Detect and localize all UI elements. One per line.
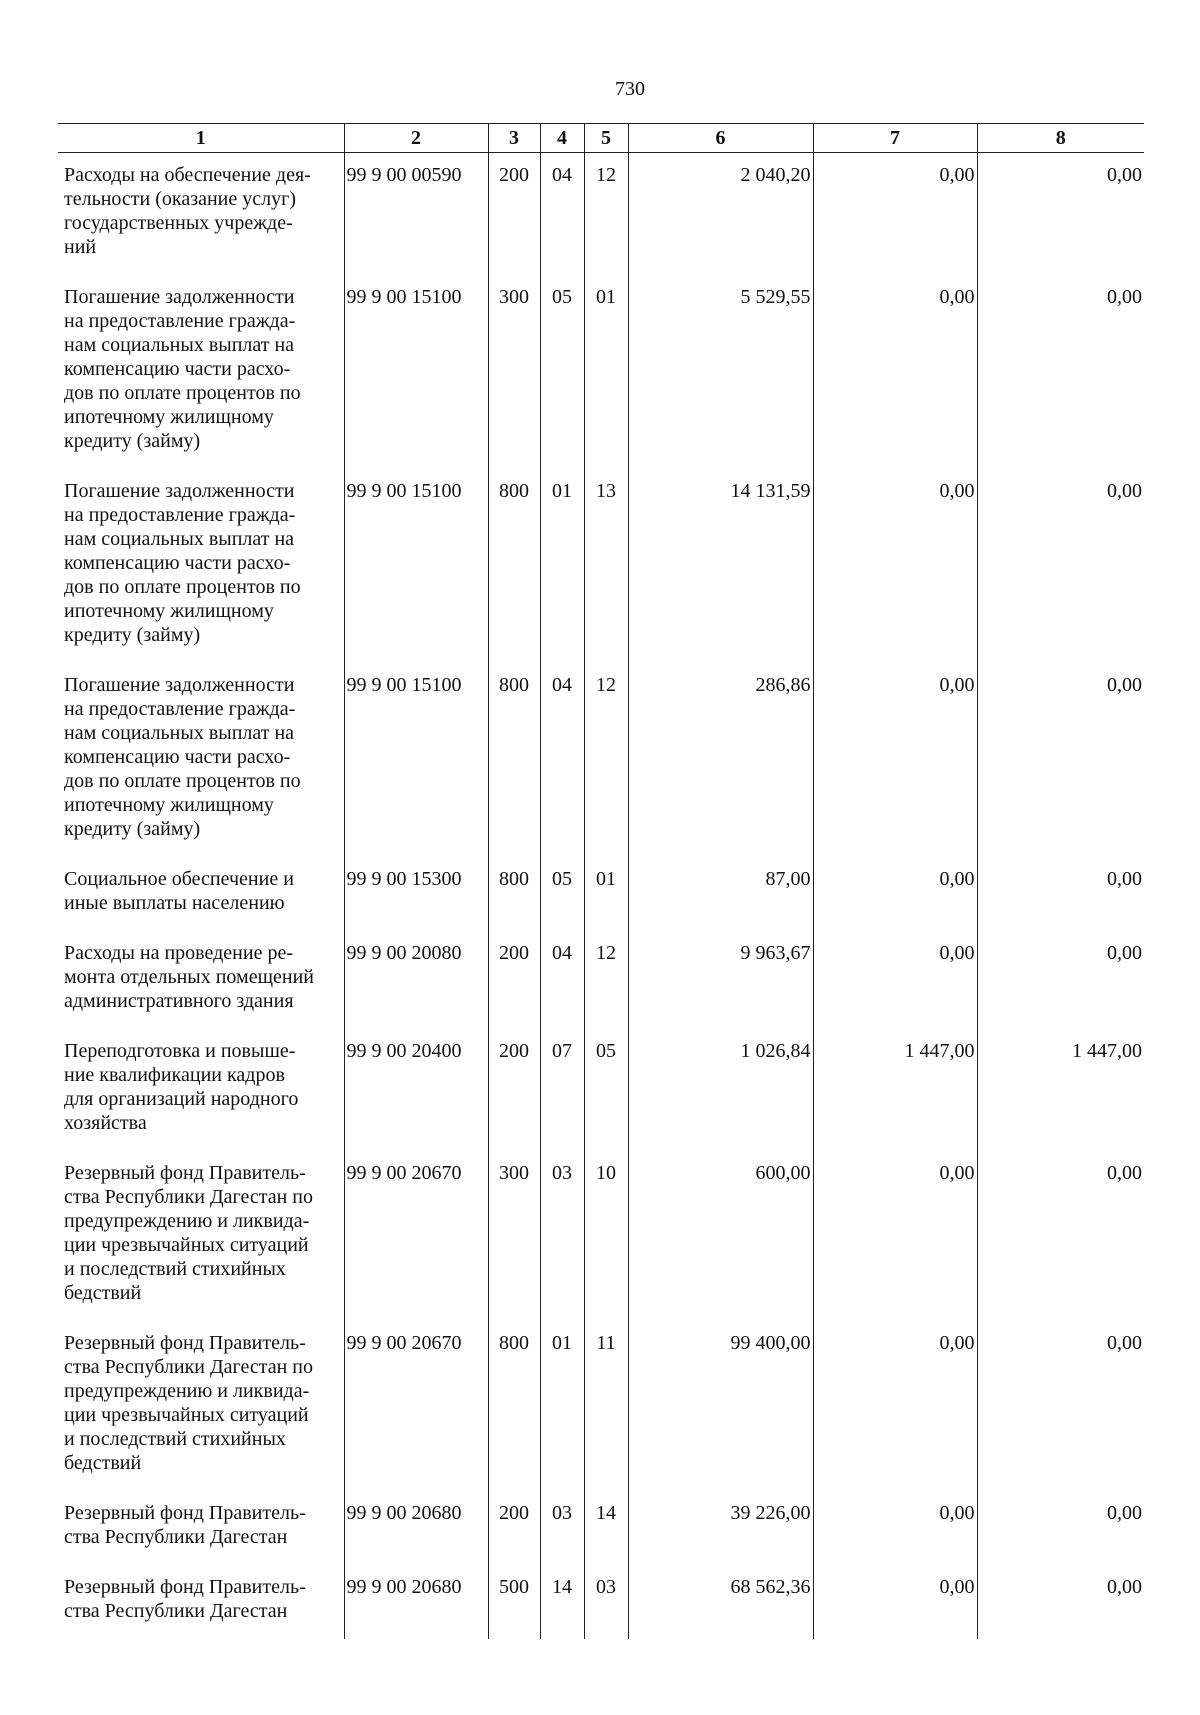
row-description: Социальное обеспечение и иные выплаты населению bbox=[64, 868, 294, 914]
table-row bbox=[58, 1321, 1144, 1491]
row-col3: 500 bbox=[488, 1565, 540, 1639]
row-col3: 200 bbox=[488, 931, 540, 1029]
row-code: 99 9 00 15100 bbox=[344, 275, 488, 469]
row-col6: 99 400,00 bbox=[628, 1321, 813, 1491]
row-col4: 05 bbox=[540, 857, 584, 931]
row-col4: 04 bbox=[540, 663, 584, 857]
row-col8: 0,00 bbox=[977, 1491, 1144, 1565]
page-number: 730 bbox=[615, 78, 645, 100]
table-row bbox=[58, 857, 1144, 931]
table-row bbox=[58, 663, 1144, 857]
row-col6: 600,00 bbox=[628, 1151, 813, 1321]
row-col4: 07 bbox=[540, 1029, 584, 1151]
row-col6: 1 026,84 bbox=[628, 1029, 813, 1151]
row-col8: 0,00 bbox=[977, 469, 1144, 663]
row-code: 99 9 00 20670 bbox=[344, 1151, 488, 1321]
row-description: Резервный фонд Правитель- ства Республики Дагестан по предупреждению и ликвида- ции чрезвычайных ситуаций и последствий стихийных бедствий bbox=[64, 1162, 313, 1304]
row-code: 99 9 00 20400 bbox=[344, 1029, 488, 1151]
row-code: 99 9 00 15300 bbox=[344, 857, 488, 931]
row-code: 99 9 00 20670 bbox=[344, 1321, 488, 1491]
row-col3: 800 bbox=[488, 1321, 540, 1491]
row-col8: 0,00 bbox=[977, 663, 1144, 857]
row-col5: 10 bbox=[584, 1151, 628, 1321]
row-col7: 0,00 bbox=[813, 1321, 977, 1491]
table-row bbox=[58, 153, 1144, 276]
row-col8: 0,00 bbox=[977, 1565, 1144, 1639]
row-col6: 14 131,59 bbox=[628, 469, 813, 663]
row-col6: 2 040,20 bbox=[628, 153, 813, 276]
row-col5: 11 bbox=[584, 1321, 628, 1491]
table-row bbox=[58, 275, 1144, 469]
row-col3: 800 bbox=[488, 663, 540, 857]
row-code: 99 9 00 15100 bbox=[344, 663, 488, 857]
row-col8: 0,00 bbox=[977, 857, 1144, 931]
row-col3: 200 bbox=[488, 1029, 540, 1151]
row-code: 99 9 00 20680 bbox=[344, 1565, 488, 1639]
column-header: 8 bbox=[977, 124, 1144, 153]
row-col6: 5 529,55 bbox=[628, 275, 813, 469]
row-col8: 0,00 bbox=[977, 931, 1144, 1029]
table-row bbox=[58, 1565, 1144, 1639]
row-col7: 0,00 bbox=[813, 153, 977, 276]
row-col8: 0,00 bbox=[977, 1151, 1144, 1321]
row-description: Переподготовка и повыше- ние квалификации кадров для организаций народного хозяйства bbox=[64, 1040, 299, 1134]
row-col6: 87,00 bbox=[628, 857, 813, 931]
row-col5: 05 bbox=[584, 1029, 628, 1151]
row-col4: 05 bbox=[540, 275, 584, 469]
row-code: 99 9 00 15100 bbox=[344, 469, 488, 663]
row-col3: 200 bbox=[488, 1491, 540, 1565]
row-col5: 01 bbox=[584, 857, 628, 931]
column-header: 2 bbox=[344, 124, 488, 153]
row-description: Расходы на обеспечение дея- тельности (оказание услуг) государственных учрежде- ний bbox=[64, 164, 311, 258]
row-col3: 800 bbox=[488, 857, 540, 931]
row-description: Погашение задолженности на предоставление гражда- нам социальных выплат на компенсацию части расхо- дов по оплате процентов по ипотечному жилищному кредиту (займу) bbox=[64, 480, 301, 646]
row-col3: 800 bbox=[488, 469, 540, 663]
table-header-row bbox=[58, 124, 1144, 153]
row-code: 99 9 00 20080 bbox=[344, 931, 488, 1029]
row-col8: 0,00 bbox=[977, 275, 1144, 469]
row-col4: 03 bbox=[540, 1491, 584, 1565]
row-col7: 0,00 bbox=[813, 469, 977, 663]
row-col5: 12 bbox=[584, 153, 628, 276]
row-description: Резервный фонд Правитель- ства Республики Дагестан bbox=[64, 1576, 306, 1622]
row-col4: 01 bbox=[540, 469, 584, 663]
row-col3: 300 bbox=[488, 275, 540, 469]
row-description: Погашение задолженности на предоставление гражда- нам социальных выплат на компенсацию части расхо- дов по оплате процентов по ипотечному жилищному кредиту (займу) bbox=[64, 674, 301, 840]
row-col6: 39 226,00 bbox=[628, 1491, 813, 1565]
row-description: Резервный фонд Правитель- ства Республики Дагестан по предупреждению и ликвида- ции чрезвычайных ситуаций и последствий стихийных бедствий bbox=[64, 1332, 313, 1474]
row-col4: 03 bbox=[540, 1151, 584, 1321]
row-col7: 0,00 bbox=[813, 931, 977, 1029]
column-header: 3 bbox=[488, 124, 540, 153]
row-col5: 14 bbox=[584, 1491, 628, 1565]
row-col7: 0,00 bbox=[813, 1491, 977, 1565]
row-col8: 0,00 bbox=[977, 153, 1144, 276]
row-col7: 1 447,00 bbox=[813, 1029, 977, 1151]
row-col8: 1 447,00 bbox=[977, 1029, 1144, 1151]
row-col6: 68 562,36 bbox=[628, 1565, 813, 1639]
row-col5: 03 bbox=[584, 1565, 628, 1639]
row-col5: 12 bbox=[584, 931, 628, 1029]
row-description: Расходы на проведение ре- монта отдельных помещений административного здания bbox=[64, 942, 314, 1012]
column-header: 5 bbox=[584, 124, 628, 153]
budget-table bbox=[58, 123, 1144, 1639]
row-col4: 01 bbox=[540, 1321, 584, 1491]
row-col3: 200 bbox=[488, 153, 540, 276]
row-col7: 0,00 bbox=[813, 857, 977, 931]
table-row bbox=[58, 931, 1144, 1029]
row-col3: 300 bbox=[488, 1151, 540, 1321]
column-header: 6 bbox=[628, 124, 813, 153]
table-row bbox=[58, 1491, 1144, 1565]
row-col7: 0,00 bbox=[813, 275, 977, 469]
column-header: 4 bbox=[540, 124, 584, 153]
row-description: Погашение задолженности на предоставление гражда- нам социальных выплат на компенсацию части расхо- дов по оплате процентов по ипотечному жилищному кредиту (займу) bbox=[64, 286, 301, 452]
row-col6: 9 963,67 bbox=[628, 931, 813, 1029]
row-col7: 0,00 bbox=[813, 1565, 977, 1639]
row-code: 99 9 00 00590 bbox=[344, 153, 488, 276]
row-col4: 14 bbox=[540, 1565, 584, 1639]
table-row bbox=[58, 469, 1144, 663]
row-col4: 04 bbox=[540, 153, 584, 276]
row-col4: 04 bbox=[540, 931, 584, 1029]
row-col8: 0,00 bbox=[977, 1321, 1144, 1491]
row-code: 99 9 00 20680 bbox=[344, 1491, 488, 1565]
row-col5: 13 bbox=[584, 469, 628, 663]
row-description: Резервный фонд Правитель- ства Республики Дагестан bbox=[64, 1502, 306, 1548]
column-header: 7 bbox=[813, 124, 977, 153]
column-header: 1 bbox=[58, 124, 344, 153]
row-col7: 0,00 bbox=[813, 663, 977, 857]
row-col7: 0,00 bbox=[813, 1151, 977, 1321]
table-row bbox=[58, 1151, 1144, 1321]
table-row bbox=[58, 1029, 1144, 1151]
row-col5: 12 bbox=[584, 663, 628, 857]
row-col5: 01 bbox=[584, 275, 628, 469]
row-col6: 286,86 bbox=[628, 663, 813, 857]
